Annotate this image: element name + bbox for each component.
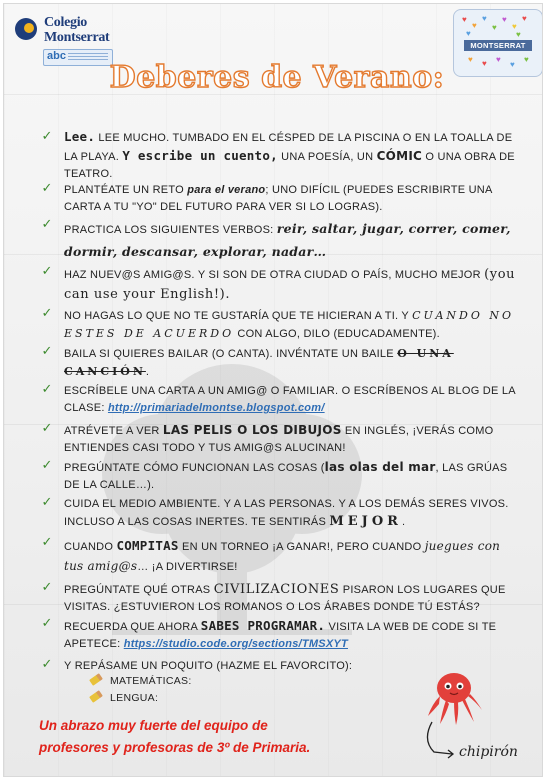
list-item-text: CUIDA EL MEDIO AMBIENTE. Y A LAS PERSONAS. Y A LOS DEMÁS SERES VIVOS. INCLUSO A LAS COSAS INERTES. TE SENTIRÁS MEJOR. [64, 498, 509, 529]
badge-lines-icon [68, 53, 108, 61]
list-item-text: PLANTÉATE UN RETO para el verano; UNO DIFÍCIL (PUEDES ESCRIBIRTE UNA CARTA A TU "YO" DEL FUTURO PARA VER SI LO LOGRAS). [64, 184, 492, 213]
school-logo [10, 10, 126, 66]
school-emblem-icon [15, 18, 37, 40]
heart-icon: ♥ [466, 29, 471, 38]
closing-message [39, 715, 369, 759]
list-item-text: ESCRÍBELE UNA CARTA A UN AMIG@ O FAMILIAR. O ESCRÍBENOS AL BLOG DE LA CLASE: http://primariadelmontse.blogspot.com/ [64, 385, 516, 414]
list-item-text: PRACTICA LOS SIGUIENTES VERBOS: reir, saltar, jugar, correr, comer, dormir, descansar, explorar, nadar… [64, 221, 511, 259]
checkmark-icon: ✓ [41, 217, 53, 232]
list-item-text: PREGÚNTATE QUÉ OTRAS CIVILIZACIONES PISARON LOS LUGARES QUE VISITAS. ¿ESTUVIERON LOS ROMANOS O LOS ÁRABES DONDE TÚ ESTÁS? [64, 582, 506, 613]
list-item-text: Y REPÁSAME UN POQUITO (HAZME EL FAVORCITO): [64, 660, 353, 672]
school-badge [43, 49, 113, 66]
heart-icon: ♥ [502, 15, 507, 24]
list-item-text: Lee. LEE MUCHO. TUMBADO EN EL CÉSPED DE LA PISCINA O EN LA TOALLA DE LA PLAYA. Y escribe un cuento, UNA POESÍA, UN CÓMIC O UNA OBRA DE TEATRO. [64, 129, 515, 180]
checkmark-icon: ✓ [41, 181, 53, 196]
closing-line-2: profesores y profesoras de 3º de Primaria. [39, 740, 311, 755]
checkmark-icon: ✓ [41, 495, 53, 510]
montserrat-class-logo [453, 9, 543, 77]
checkmark-icon: ✓ [41, 535, 53, 550]
checkmark-icon: ✓ [41, 421, 53, 436]
heart-icon: ♥ [516, 30, 521, 39]
blog-link[interactable]: http://primariadelmontse.blogspot.com/ [107, 402, 325, 414]
heart-icon: ♥ [512, 22, 517, 31]
mascot-label: chipirón [459, 744, 518, 760]
list-item-text: PREGÚNTATE CÓMO FUNCIONAN LAS COSAS (las olas del mar, LAS GRÚAS DE LA CALLE…). [64, 460, 508, 491]
worksheet-page [3, 3, 543, 777]
right-logo-text: MONTSERRAT [470, 41, 526, 50]
code-org-link[interactable]: https://studio.code.org/sections/TMSXYT [123, 638, 348, 650]
list-item-text: ATRÉVETE A VER LAS PELIS O LOS DIBUJOS EN INGLÉS, ¡VERÁS COMO ENTIENDES CASI TODO Y TUS AMIG@S ALUCINAN! [64, 423, 494, 454]
heart-icon: ♥ [482, 14, 487, 23]
checkmark-icon: ✓ [41, 306, 53, 321]
checkmark-icon: ✓ [41, 264, 53, 279]
closing-line-1: Un abrazo muy fuerte del equipo de [39, 718, 268, 733]
list-item-text: HAZ NUEV@S AMIG@S. Y SI SON DE OTRA CIUDAD O PAÍS, MUCHO MEJOR (you can use your English!). [64, 267, 516, 302]
heart-icon: ♥ [482, 59, 487, 68]
checkmark-icon: ✓ [41, 344, 53, 359]
list-item-text: CUANDO COMPITAS EN UN TORNEO ¡A GANAR!, PERO CUANDO juegues con tus amig@s… ¡A DIVERTIRSE! [64, 538, 501, 573]
list-item-text: RECUERDA QUE AHORA SABES PROGRAMAR. VISITA LA WEB DE CODE SI TE APETECE: https://studio.code.org/sections/TMSXYT [64, 618, 497, 650]
list-item-text: BAILA SI QUIERES BAILAR (O CANTA). INVÉNTATE UN BAILE O UNA CANCIÓN. [64, 347, 454, 378]
heart-icon: ♥ [468, 55, 473, 64]
checkmark-icon: ✓ [41, 616, 53, 631]
heart-icon: ♥ [522, 14, 527, 23]
school-badge-text: abc [47, 50, 66, 62]
heart-icon: ♥ [462, 15, 467, 24]
heart-icon: ♥ [472, 21, 477, 30]
pencil-icon [89, 690, 103, 703]
sub-item-label: MATEMÁTICAS: [110, 675, 192, 687]
sub-item-label: LENGUA: [110, 692, 159, 704]
school-name-line1: Colegio [44, 15, 88, 30]
checkmark-icon: ✓ [41, 580, 53, 595]
school-name-line2: Montserrat [44, 30, 110, 45]
list-item-text: NO HAGAS LO QUE NO TE GUSTARÍA QUE TE HICIERAN A TI. Y CUANDO NO ESTES DE ACUERDO CON ALGO, DILO (EDUCADAMENTE). [64, 309, 515, 340]
checkmark-icon: ✓ [41, 382, 53, 397]
checkmark-icon: ✓ [41, 129, 53, 144]
pencil-icon [89, 673, 103, 686]
heart-icon: ♥ [492, 23, 497, 32]
squid-mascot-icon [424, 670, 484, 726]
heart-icon: ♥ [510, 60, 515, 69]
page-title: Deberes de Verano: [109, 60, 445, 95]
checkmark-icon: ✓ [41, 458, 53, 473]
curved-arrow-icon [422, 720, 462, 760]
heart-icon: ♥ [524, 55, 529, 64]
checkmark-icon: ✓ [41, 657, 53, 672]
heart-icon: ♥ [496, 55, 501, 64]
